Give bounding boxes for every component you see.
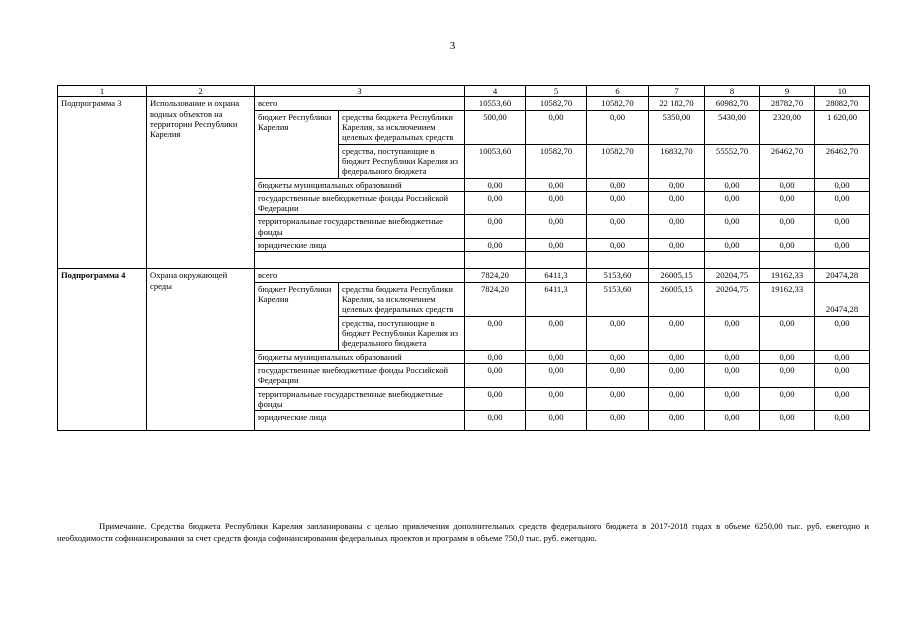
value-cell: 0,00: [526, 178, 587, 191]
row-label: бюджет Республики Карелия: [255, 110, 339, 178]
value-cell: 20474,28: [815, 269, 870, 282]
value-cell: 6411,3: [526, 269, 587, 282]
value-cell: 0,00: [526, 215, 587, 239]
value-cell: 0,00: [649, 215, 705, 239]
page-number: 3: [449, 40, 456, 52]
value-cell: 0,00: [760, 191, 815, 215]
value-cell: 0,00: [526, 363, 587, 387]
value-cell: 0,00: [587, 239, 649, 252]
value-cell: 22 182,70: [649, 97, 705, 110]
value-cell: 1 620,00: [815, 110, 870, 144]
value-cell: 0,00: [815, 387, 870, 411]
value-cell: 0,00: [587, 316, 649, 350]
value-cell: 0,00: [526, 350, 587, 363]
row-label: государственные внебюджетные фонды Российской Федерации: [255, 191, 465, 215]
value-cell: 0,00: [649, 191, 705, 215]
value-cell: 55552,70: [705, 144, 760, 178]
value-cell: 0,00: [815, 191, 870, 215]
value-cell: 60982,70: [705, 97, 760, 110]
value-cell: 0,00: [465, 239, 526, 252]
value-cell: 0,00: [526, 316, 587, 350]
footnote: Примечание. Средства бюджета Республики Карелия запланированы с целью привлечения дополнительных средств федерального бюджета в 2017-2018 годах в объеме 6250,00 тыс. руб. ежегодно и необходимости софинансирования за счет средств фонда софинансирования федеральных проектов и программ в объеме 750,0 тыс. руб. ежегодно.: [57, 521, 869, 544]
empty-cell: [465, 252, 526, 269]
value-cell: 10582,70: [526, 144, 587, 178]
value-cell: 0,00: [760, 178, 815, 191]
value-cell: 0,00: [815, 239, 870, 252]
value-cell: 0,00: [705, 363, 760, 387]
value-cell: 0,00: [649, 387, 705, 411]
value-cell: 6411,3: [526, 282, 587, 316]
row-label: всего: [255, 269, 465, 282]
value-cell: 0,00: [815, 411, 870, 431]
table-row: [58, 269, 870, 282]
header-cell: 9: [760, 86, 815, 97]
row-label: всего: [255, 97, 465, 110]
value-cell: 0,00: [587, 110, 649, 144]
budget-table: [57, 85, 870, 431]
value-cell: 0,00: [465, 350, 526, 363]
row-label: юридические лица: [255, 411, 465, 431]
value-cell: 0,00: [649, 239, 705, 252]
header-cell: 8: [705, 86, 760, 97]
empty-cell: [760, 252, 815, 269]
value-cell: 0,00: [705, 316, 760, 350]
value-cell: 20204,75: [705, 269, 760, 282]
program-description: Использование и охрана водных объектов на территории Республики Карелия: [147, 97, 255, 269]
header-row: [58, 86, 870, 97]
value-cell: 0,00: [465, 411, 526, 431]
row-label: средства, поступающие в бюджет Республики Карелия из федерального бюджета: [339, 316, 465, 350]
value-cell: 0,00: [760, 411, 815, 431]
value-cell: 19162,33: [760, 282, 815, 316]
row-label: территориальные государственные внебюджетные фонды: [255, 215, 465, 239]
value-cell: 26462,70: [760, 144, 815, 178]
value-cell: 0,00: [587, 178, 649, 191]
header-cell: 6: [587, 86, 649, 97]
program-name: Подпрограмма 3: [58, 97, 147, 269]
value-cell: 0,00: [705, 178, 760, 191]
program-description: Охрана окружающей среды: [147, 269, 255, 431]
empty-cell: [587, 252, 649, 269]
value-cell: 5153,60: [587, 282, 649, 316]
value-cell: 5430,00: [705, 110, 760, 144]
value-cell: 0,00: [815, 178, 870, 191]
header-cell: 3: [255, 86, 465, 97]
value-cell: 0,00: [465, 316, 526, 350]
value-cell: 0,00: [587, 387, 649, 411]
value-cell: 20204,75: [705, 282, 760, 316]
value-cell: 0,00: [705, 350, 760, 363]
value-cell: 0,00: [760, 350, 815, 363]
value-cell: 0,00: [465, 191, 526, 215]
value-cell: 500,00: [465, 110, 526, 144]
value-cell: 19162,33: [760, 269, 815, 282]
value-cell: 0,00: [705, 387, 760, 411]
value-cell: 26462,70: [815, 144, 870, 178]
value-cell: 5153,60: [587, 269, 649, 282]
value-cell: 0,00: [526, 191, 587, 215]
value-cell: 0,00: [649, 178, 705, 191]
value-cell: 0,00: [526, 239, 587, 252]
empty-cell: [255, 252, 465, 269]
value-cell: 10553,60: [465, 97, 526, 110]
value-cell: 0,00: [760, 363, 815, 387]
row-label: средства бюджета Республики Карелия, за исключением целевых федеральных средств: [339, 110, 465, 144]
value-cell: 0,00: [760, 387, 815, 411]
empty-cell: [649, 252, 705, 269]
value-cell: 0,00: [526, 411, 587, 431]
value-cell: 20474,28: [815, 282, 870, 316]
table-row: [58, 97, 870, 110]
value-cell: 28782,70: [760, 97, 815, 110]
header-cell: 5: [526, 86, 587, 97]
header-cell: 10: [815, 86, 870, 97]
value-cell: 0,00: [705, 215, 760, 239]
value-cell: 0,00: [815, 363, 870, 387]
value-cell: 0,00: [587, 411, 649, 431]
value-cell: 0,00: [465, 363, 526, 387]
value-cell: 10582,70: [526, 97, 587, 110]
value-cell: 5350,00: [649, 110, 705, 144]
value-cell: 0,00: [526, 110, 587, 144]
row-label: бюджет Республики Карелия: [255, 282, 339, 350]
value-cell: 10582,70: [587, 144, 649, 178]
row-label: юридические лица: [255, 239, 465, 252]
row-label: средства, поступающие в бюджет Республики Карелия из федерального бюджета: [339, 144, 465, 178]
value-cell: 0,00: [705, 411, 760, 431]
header-cell: 1: [58, 86, 147, 97]
value-cell: 0,00: [587, 363, 649, 387]
row-label: бюджеты муниципальных образований: [255, 350, 465, 363]
value-cell: 2320,00: [760, 110, 815, 144]
value-cell: 0,00: [587, 191, 649, 215]
header-cell: 4: [465, 86, 526, 97]
value-cell: 0,00: [705, 191, 760, 215]
value-cell: 0,00: [649, 350, 705, 363]
row-label: бюджеты муниципальных образований: [255, 178, 465, 191]
value-cell: 10582,70: [587, 97, 649, 110]
value-cell: 26005,15: [649, 282, 705, 316]
value-cell: 16832,70: [649, 144, 705, 178]
value-cell: 0,00: [465, 178, 526, 191]
value-cell: 0,00: [815, 316, 870, 350]
row-label: государственные внебюджетные фонды Российской Федерации: [255, 363, 465, 387]
empty-cell: [815, 252, 870, 269]
value-cell: 10053,60: [465, 144, 526, 178]
row-label: территориальные государственные внебюджетные фонды: [255, 387, 465, 411]
empty-cell: [705, 252, 760, 269]
value-cell: 0,00: [587, 215, 649, 239]
empty-cell: [526, 252, 587, 269]
value-cell: 0,00: [705, 239, 760, 252]
header-cell: 2: [147, 86, 255, 97]
value-cell: 0,00: [760, 239, 815, 252]
value-cell: 0,00: [649, 316, 705, 350]
value-cell: 0,00: [760, 215, 815, 239]
value-cell: 0,00: [815, 350, 870, 363]
row-label: средства бюджета Республики Карелия, за исключением целевых федеральных средств: [339, 282, 465, 316]
value-cell: 0,00: [587, 350, 649, 363]
value-cell: 0,00: [649, 411, 705, 431]
value-cell: 7824,20: [465, 282, 526, 316]
value-cell: 0,00: [649, 363, 705, 387]
value-cell: 7824,20: [465, 269, 526, 282]
value-cell: 0,00: [465, 215, 526, 239]
value-cell: 0,00: [760, 316, 815, 350]
header-cell: 7: [649, 86, 705, 97]
value-cell: 0,00: [465, 387, 526, 411]
value-cell: 0,00: [526, 387, 587, 411]
program-name: Подпрограмма 4: [58, 269, 147, 431]
value-cell: 0,00: [815, 215, 870, 239]
value-cell: 26005,15: [649, 269, 705, 282]
value-cell: 28082,70: [815, 97, 870, 110]
